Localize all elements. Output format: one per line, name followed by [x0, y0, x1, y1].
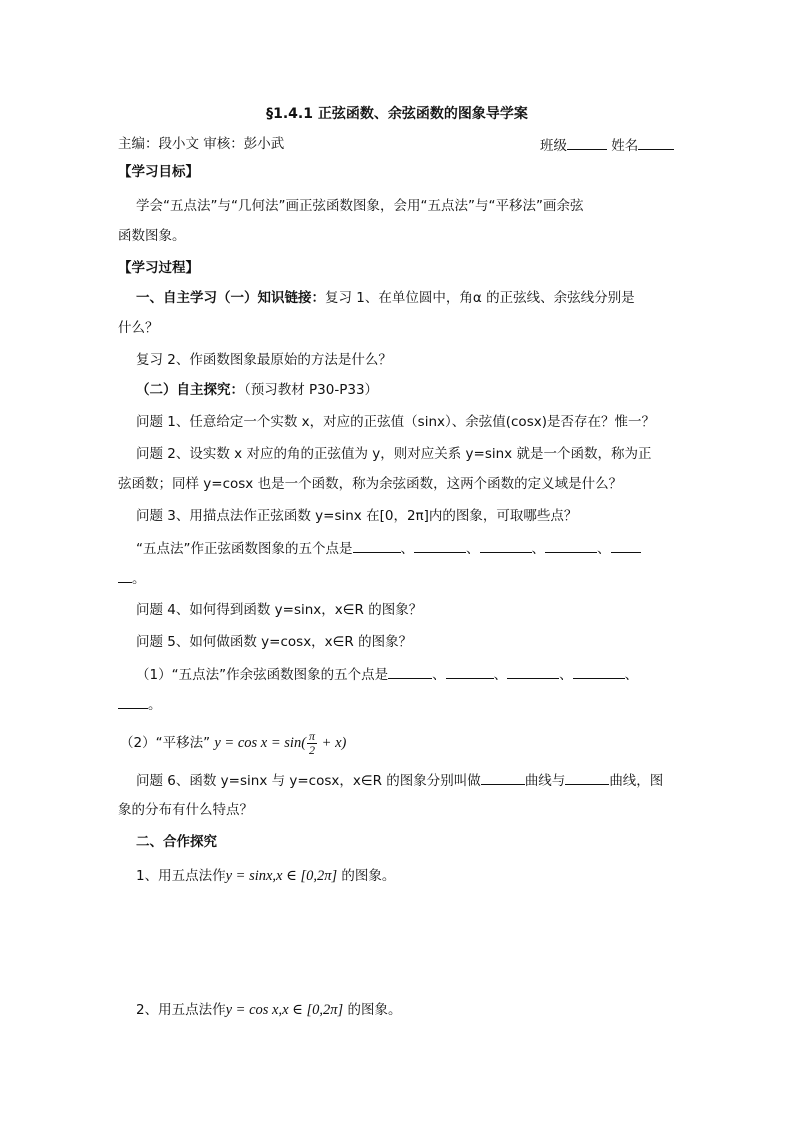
five-point-sin: [136, 538, 641, 559]
shift-method-line: [120, 728, 346, 758]
blank-cos-1[interactable]: [388, 664, 432, 679]
question-2-line-1: 问题 2、设实数 x 对应的角的正弦值为 y，则对应关系 y=sinx 就是一个函数，称为正: [136, 446, 652, 462]
coop-item-1-suffix: 的图象。: [337, 868, 396, 884]
blank-sin-5-cont[interactable]: [118, 568, 132, 583]
blank-sin-4[interactable]: [545, 538, 597, 553]
blank-cos-2[interactable]: [446, 664, 494, 679]
sep: 、: [493, 667, 508, 683]
blank-sin-5[interactable]: [611, 538, 641, 553]
sep: 、: [624, 667, 639, 683]
goal-text-2: 函数图象。: [118, 228, 186, 244]
period: 。: [132, 571, 146, 587]
blank-sin-1[interactable]: [353, 538, 401, 553]
coop-item-2-formula: y = cos x,x ∈ [0,2π]: [225, 1002, 344, 1018]
sep: 、: [597, 541, 611, 557]
name-blank[interactable]: [638, 135, 674, 150]
review-2: 复习 2、作函数图象最原始的方法是什么？: [136, 352, 392, 368]
five-point-sin-end: [118, 568, 146, 589]
blank-cos-4[interactable]: [573, 664, 625, 679]
five-point-cos-end: [118, 694, 162, 715]
page-title: §1.4.1 正弦函数、余弦函数的图象导学案: [266, 106, 528, 122]
explore-line: [136, 380, 378, 400]
shift-method-label: （2）“平移法”: [120, 735, 211, 751]
blank-cos-5[interactable]: [118, 694, 148, 709]
class-label: 班级: [540, 138, 567, 154]
blank-cos-3[interactable]: [507, 664, 559, 679]
five-point-sin-label: “五点法”作正弦函数图象的五个点是: [136, 541, 353, 557]
name-label: 姓名: [611, 138, 639, 154]
sep: 、: [531, 541, 545, 557]
question-6-mid: 曲线与: [524, 773, 566, 789]
period: 。: [148, 697, 162, 713]
review-1-text: 复习 1、在单位圆中，角α 的正弦线、余弦线分别是: [325, 290, 635, 306]
question-6-line-1: [136, 770, 663, 791]
shift-formula-left: y = cos x = sin(: [214, 735, 307, 751]
explore-label: （二）自主探究：: [136, 382, 244, 398]
blank-sin-3[interactable]: [480, 538, 532, 553]
coop-item-2-suffix: 的图象。: [343, 1002, 402, 1018]
coop-item-2-label: 2、用五点法作: [136, 1002, 226, 1018]
question-6-text: 问题 6、函数 y=sinx 与 y=cosx，x∈R 的图象分别叫做: [136, 773, 481, 789]
coop-item-2: [136, 1000, 401, 1020]
explore-note: （预习教材 P30-P33）: [244, 382, 379, 398]
coop-item-1-label: 1、用五点法作: [136, 868, 226, 884]
review-1-cont: 什么？: [118, 320, 159, 336]
coop-heading: 二、合作探究: [136, 834, 217, 850]
blank-curve-2[interactable]: [565, 770, 609, 785]
student-info: [540, 134, 674, 154]
sep: 、: [466, 541, 480, 557]
question-5: 问题 5、如何做函数 y=cosx，x∈R 的图象？: [136, 634, 413, 650]
coop-item-1-formula: y = sinx,x ∈ [0,2π]: [225, 868, 338, 884]
pi-over-2-fraction: [307, 730, 317, 757]
fraction-denominator: 2: [309, 742, 316, 757]
self-study-label: 一、自主学习（一）知识链接：: [136, 290, 325, 306]
class-blank[interactable]: [567, 135, 607, 150]
question-6-end: 曲线，图: [609, 773, 664, 789]
editor-line: 主编：段小文 审核：彭小武: [118, 136, 285, 152]
shift-formula-right: + x): [318, 735, 347, 751]
fraction-numerator: π: [309, 728, 316, 743]
question-1: 问题 1、任意给定一个实数 x，对应的正弦值（sinx）、余弦值(cosx)是否存在？惟一？: [136, 414, 655, 430]
question-2-line-2: 弦函数；同样 y=cosx 也是一个函数，称为余弦函数，这两个函数的定义域是什么？: [118, 476, 623, 492]
process-heading: 【学习过程】: [118, 260, 199, 276]
sep: 、: [432, 667, 446, 683]
blank-sin-2[interactable]: [414, 538, 466, 553]
question-3: 问题 3、用描点法作正弦函数 y=sinx 在[0，2π]内的图象，可取哪些点？: [136, 508, 578, 524]
goal-heading: 【学习目标】: [118, 164, 199, 180]
blank-curve-1[interactable]: [481, 770, 525, 785]
coop-item-1: [136, 866, 395, 886]
sep: 、: [400, 541, 414, 557]
sep: 、: [559, 667, 573, 683]
review-1-line: [136, 288, 635, 308]
five-point-cos-label: （1）“五点法”作余弦函数图象的五个点是: [136, 667, 389, 683]
question-4: 问题 4、如何得到函数 y=sinx，x∈R 的图象？: [136, 602, 423, 618]
five-point-cos: [136, 664, 638, 685]
question-6-line-2: 象的分布有什么特点？: [118, 802, 253, 818]
goal-text-1: 学会“五点法”与“几何法”画正弦函数图象，会用“五点法”与“平移法”画余弦: [136, 198, 584, 214]
